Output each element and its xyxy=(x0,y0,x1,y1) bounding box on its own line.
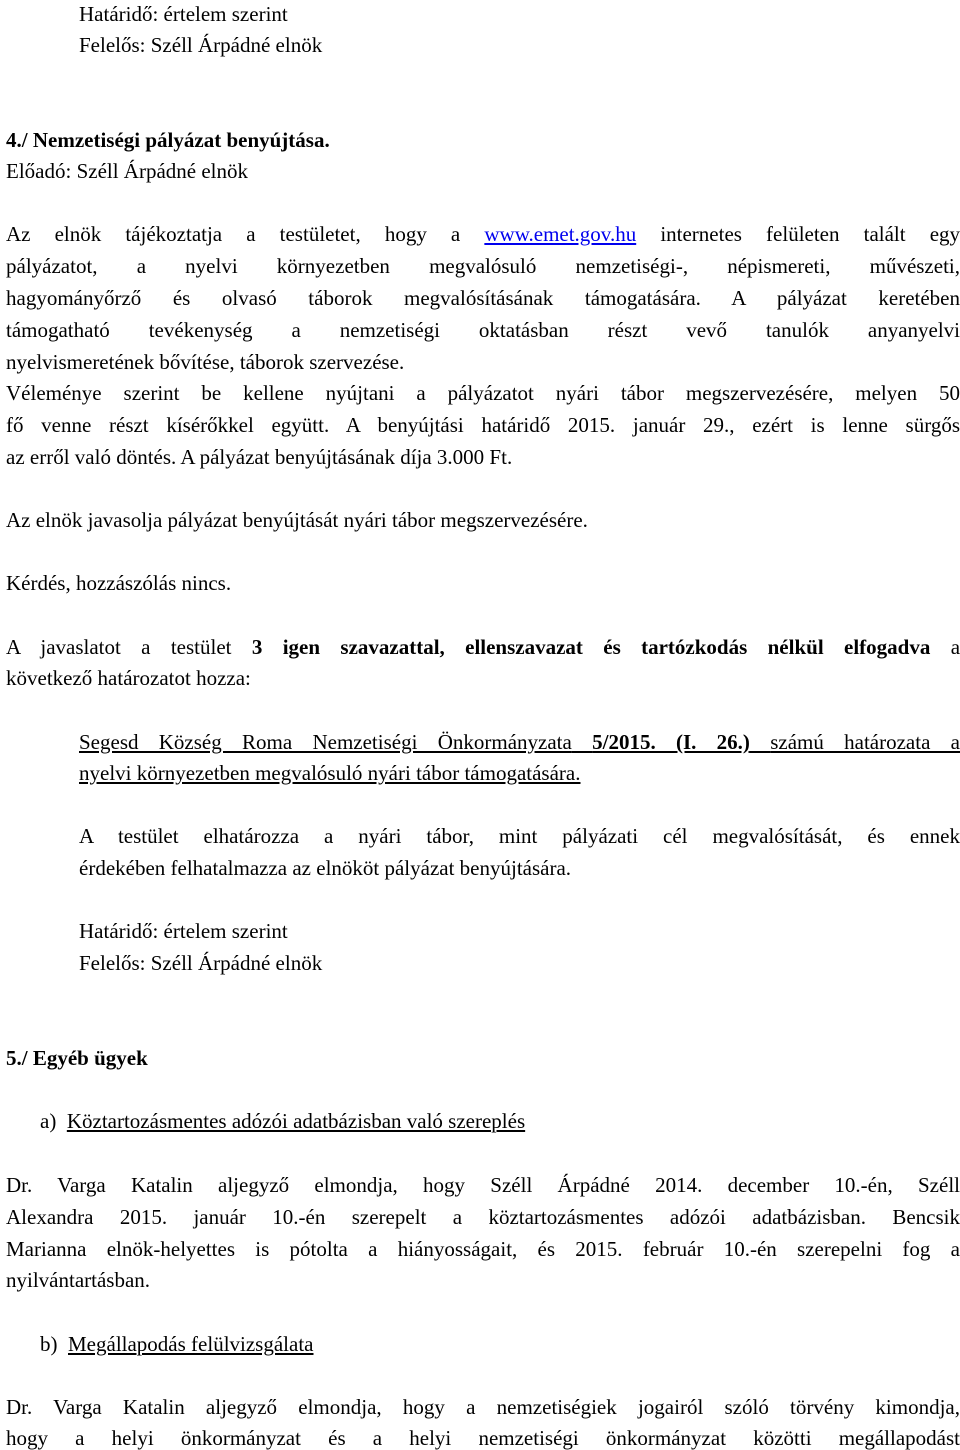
section-4-paragraph-1-line-3: hagyományőrző és olvasó táborok megvalósításának támogatására. A pályázat keretében xyxy=(6,286,960,310)
item-a-text-line-3: Marianna elnök-helyettes is pótolta a hiányosságait, és 2015. február 10.-én szerepelni fog a xyxy=(6,1237,960,1261)
resolution-text-line-2: érdekében felhatalmazza az elnököt pályázat benyújtására. xyxy=(79,856,572,880)
item-b-title: Megállapodás felülvizsgálata xyxy=(68,1332,314,1356)
section-4-paragraph-2-line-3: az erről való döntés. A pályázat benyújtásának díja 3.000 Ft. xyxy=(6,445,513,469)
item-a-heading xyxy=(40,1109,960,1133)
section-4-questions: Kérdés, hozzászólás nincs. xyxy=(6,571,232,595)
section-4-paragraph-1-line-2: pályázatot, a nyelvi környezetben megvalósuló nemzetiségi-, népismereti, művészeti, xyxy=(6,254,960,278)
section-4-paragraph-1-line-1: Az elnök tájékoztatja a testületet, hogy a www.emet.gov.hu internetes felületen talált egy xyxy=(6,222,960,246)
item-a-text-line-4: nyilvántartásban. xyxy=(6,1268,151,1292)
section-4-proposal: Az elnök javasolja pályázat benyújtását nyári tábor megszervezésére. xyxy=(6,508,588,532)
section-5-heading: 5./ Egyéb ügyek xyxy=(6,1046,148,1070)
item-b-heading xyxy=(40,1332,960,1356)
section-4-paragraph-2-line-2: fő venne részt kísérőkkel együtt. A benyújtási határidő 2015. január 29., ezért is lenne sürgős xyxy=(6,413,960,437)
section-4-vote-line-1: A javaslatot a testület 3 igen szavazattal, ellenszavazat és tartózkodás nélkül elfogadva a xyxy=(6,635,960,659)
resolution-text-line-1: A testület elhatározza a nyári tábor, mint pályázati cél megvalósítását, és ennek xyxy=(79,824,960,848)
prev-responsible: Felelős: Széll Árpádné elnök xyxy=(79,33,323,57)
section-4-paragraph-2-line-1: Véleménye szerint be kellene nyújtani a pályázatot nyári tábor megszervezésére, melyen 50 xyxy=(6,381,960,405)
prev-deadline: Határidő: értelem szerint xyxy=(79,2,288,26)
section-4-paragraph-1-line-5: nyelvismeretének bővítése, táborok szervezése. xyxy=(6,350,405,374)
item-a-text-line-1: Dr. Varga Katalin aljegyző elmondja, hogy Széll Árpádné 2014. december 10.-én, Széll xyxy=(6,1173,960,1197)
item-a-label: a) xyxy=(40,1109,57,1133)
resolution-responsible: Felelős: Széll Árpádné elnök xyxy=(79,951,323,975)
section-4-vote-line-2: következő határozatot hozza: xyxy=(6,666,251,690)
section-4-presenter: Előadó: Széll Árpádné elnök xyxy=(6,159,249,183)
section-4-paragraph-1-line-4: támogatható tevékenység a nemzetiségi oktatásban részt vevő tanulók anyanyelvi xyxy=(6,318,960,342)
resolution-title-line-2: nyelvi környezetben megvalósuló nyári tábor támogatására. xyxy=(79,761,581,785)
resolution-title-line-1: Segesd Község Roma Nemzetiségi Önkormányzata 5/2015. (I. 26.) számú határozata a xyxy=(79,730,960,754)
resolution-deadline: Határidő: értelem szerint xyxy=(79,919,288,943)
vote-result: 3 igen szavazattal, ellenszavazat és tartózkodás nélkül elfogadva xyxy=(251,635,931,659)
item-b-text-line-2: hogy a helyi önkormányzat és a helyi nemzetiségi önkormányzat közötti megállapodást xyxy=(6,1426,960,1450)
item-a-text-line-2: Alexandra 2015. január 10.-én szerepelt a köztartozásmentes adózói adatbázisban. Bencsik xyxy=(6,1205,960,1229)
item-a-title: Köztartozásmentes adózói adatbázisban való szereplés xyxy=(66,1109,526,1133)
item-b-label: b) xyxy=(40,1332,58,1356)
emet-website-link[interactable]: www.emet.gov.hu xyxy=(484,222,637,246)
section-4-heading: 4./ Nemzetiségi pályázat benyújtása. xyxy=(6,128,330,152)
item-b-text-line-1: Dr. Varga Katalin aljegyző elmondja, hogy a nemzetiségiek jogairól szóló törvény kimondja, xyxy=(6,1395,960,1419)
resolution-number: 5/2015. (I. 26.) xyxy=(592,730,750,754)
